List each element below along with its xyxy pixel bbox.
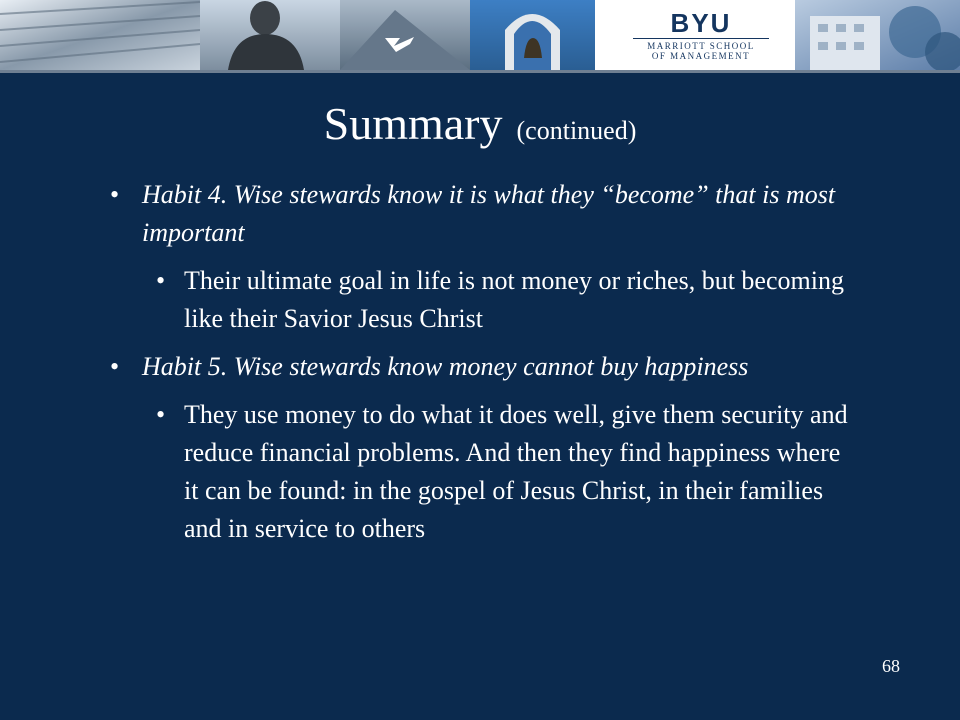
slide-title-main: Summary: [323, 98, 503, 149]
banner-photo-collage: [0, 0, 960, 70]
byu-wordmark: BYU: [670, 8, 732, 38]
bullet-habit-5: [110, 348, 857, 386]
bullet-marker: •: [156, 266, 166, 295]
bullet-text: Habit 4. Wise stewards know it is what they “become” that is most important: [142, 180, 836, 247]
logo-school-name: MARRIOTT SCHOOL: [647, 41, 755, 51]
header-banner: [0, 0, 960, 70]
bullet-marker: •: [156, 400, 166, 429]
logo-school-subtitle: OF MANAGEMENT: [651, 51, 751, 61]
bullet-habit-4: [110, 176, 857, 252]
slide-body: [0, 176, 960, 548]
slide-title-sub: (continued): [516, 116, 637, 145]
sub-bullet-use-money: [156, 396, 856, 548]
bullet-text: Their ultimate goal in life is not money or riches, but becoming like their Savior Jesus Christ: [184, 266, 844, 333]
slide-title: [0, 96, 960, 159]
page-number: 68: [882, 656, 900, 676]
bullet-text: They use money to do what it does well, give them security and reduce financial problems. And then they find happiness where it can be found: in the gospel of Jesus Christ, in their families and in service to others: [184, 400, 848, 543]
banner-divider: [0, 70, 960, 73]
bullet-text: Habit 5. Wise stewards know money cannot buy happiness: [142, 352, 749, 381]
bullet-marker: •: [110, 180, 120, 209]
byu-marriott-logo: [625, 10, 777, 61]
bullet-marker: •: [110, 352, 120, 381]
logo-divider: [633, 38, 769, 39]
sub-bullet-ultimate-goal: [156, 262, 856, 338]
